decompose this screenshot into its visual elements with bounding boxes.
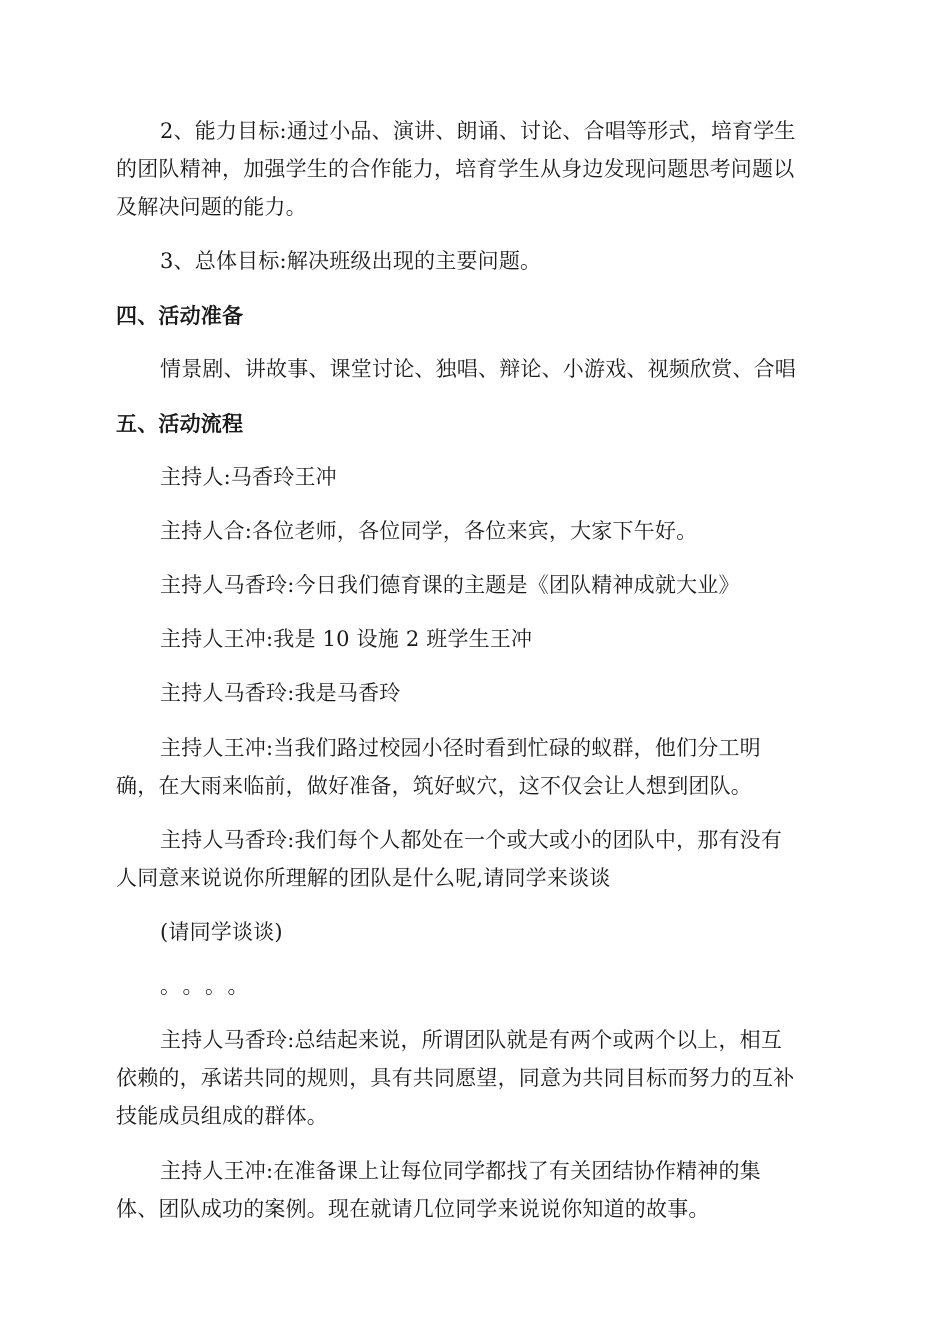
summary-line-1: 主持人马香玲:总结起来说，所谓团队就是有两个或两个以上，相互: [160, 1028, 783, 1052]
ability-goal-line-3: 及解决问题的能力。: [116, 195, 307, 219]
summary-line-3: 技能成员组成的群体。: [116, 1104, 328, 1128]
ants-line-2: 确，在大雨来临前，做好准备，筑好蚁穴，这不仅会让人想到团队。: [116, 774, 752, 798]
ants-line-1: 主持人王冲:当我们路过校园小径时看到忙碌的蚁群，他们分工明: [160, 736, 761, 760]
cases-line-2: 体、团队成功的案例。现在就请几位同学来说说你知道的故事。: [116, 1197, 710, 1221]
wang-intro-line: 主持人王冲:我是 10 设施 2 班学生王冲: [160, 627, 533, 651]
ma-intro-line: 主持人马香玲:我是马香玲: [160, 681, 401, 705]
ellipsis-line: 。。。。: [160, 974, 261, 998]
section-heading-preparation: 四、活动准备: [116, 303, 244, 328]
overall-goal-line: 3、总体目标:解决班级出现的主要问题。: [160, 249, 542, 273]
ability-goal-line-1: 2、能力目标:通过小品、演讲、朗诵、讨论、合唱等形式，培育学生: [160, 119, 796, 143]
cases-line-1: 主持人王冲:在准备课上让每位同学都找了有关团结协作精神的集: [160, 1159, 761, 1183]
students-talk-line: (请同学谈谈): [160, 920, 283, 944]
question-line-1: 主持人马香玲:我们每个人都处在一个或大或小的团队中，那有没有: [160, 828, 783, 852]
greeting-line: 主持人合:各位老师，各位同学，各位来宾，大家下午好。: [160, 519, 698, 543]
ability-goal-line-2: 的团队精神，加强学生的合作能力，培育学生从身边发现问题思考问题以: [116, 157, 795, 181]
hosts-line: 主持人:马香玲王冲: [160, 465, 337, 489]
preparation-line: 情景剧、讲故事、课堂讨论、独唱、辩论、小游戏、视频欣赏、合唱: [160, 357, 796, 381]
theme-line: 主持人马香玲:今日我们德育课的主题是《团队精神成就大业》: [160, 573, 740, 597]
question-line-2: 人同意来说说你所理解的团队是什么呢,请同学来谈谈: [116, 866, 611, 890]
summary-line-2: 依赖的，承诺共同的规则，具有共同愿望，同意为共同目标而努力的互补: [116, 1066, 795, 1090]
section-heading-flow: 五、活动流程: [116, 411, 244, 436]
